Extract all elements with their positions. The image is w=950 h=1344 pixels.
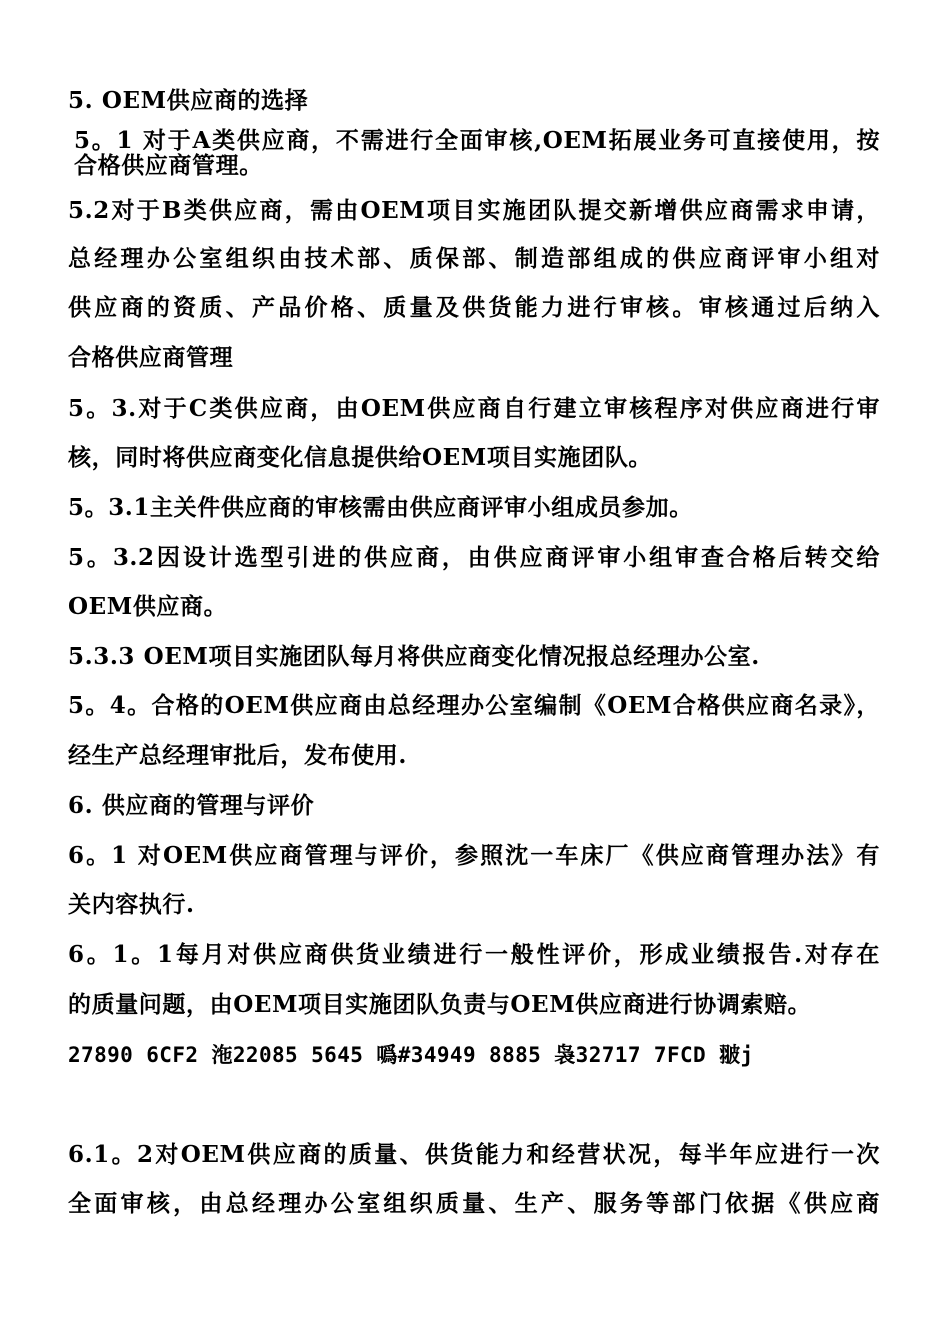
paragraph-line: 全面审核，由总经理办公室组织质量、生产、服务等部门依据《供应商 — [68, 1190, 880, 1217]
section-6-heading: 6. 供应商的管理与评价 — [68, 792, 315, 819]
paragraph-line: 6。1。1每月对供应商供货业绩进行一般性评价，形成业绩报告.对存在 — [68, 941, 880, 968]
paragraph-line: 供应商的资质、产品价格、质量及供货能力进行审核。审核通过后纳入 — [68, 294, 880, 321]
paragraph-line: 关内容执行. — [68, 891, 195, 918]
paragraph-line: 经生产总经理审批后，发布使用. — [68, 742, 408, 769]
paragraph-line: 5.3.3 OEM项目实施团队每月将供应商变化情况报总经理办公室. — [68, 643, 760, 670]
paragraph-line: 5。3.1主关件供应商的审核需由供应商评审小组成员参加。 — [68, 494, 693, 521]
paragraph-line: 5.2对于B类供应商，需由OEM项目实施团队提交新增供应商需求申请， — [68, 197, 880, 224]
paragraph-line: OEM供应商。 — [68, 593, 228, 620]
paragraph-line: 的质量问题，由OEM项目实施团队负责与OEM供应商进行协调索赔。 — [68, 991, 812, 1018]
paragraph-line: 6。1 对OEM供应商管理与评价，参照沈一车床厂《供应商管理办法》有 — [68, 842, 880, 869]
paragraph-line: 5。4。合格的OEM供应商由总经理办公室编制《OEM合格供应商名录》， — [68, 692, 880, 719]
garbled-code-line: 27890 6CF2 沲22085 5645 噅#34949 8885 袅32717 7FCD 翍j — [68, 1043, 754, 1067]
paragraph-line: 5。3.对于C类供应商，由OEM供应商自行建立审核程序对供应商进行审 — [68, 395, 880, 422]
paragraph-line: 6.1。2对OEM供应商的质量、供货能力和经营状况，每半年应进行一次 — [68, 1141, 880, 1168]
paragraph-line: 合格供应商管理 — [68, 344, 234, 371]
paragraph-line: 合格供应商管理。 — [74, 152, 263, 179]
paragraph-line: 5。1 对于A类供应商，不需进行全面审核,OEM拓展业务可直接使用，按 — [74, 127, 880, 154]
paragraph-line: 总经理办公室组织由技术部、质保部、制造部组成的供应商评审小组对 — [68, 245, 880, 272]
paragraph-line: 核，同时将供应商变化信息提供给OEM项目实施团队。 — [68, 444, 653, 471]
section-5-heading: 5. OEM供应商的选择 — [68, 87, 309, 114]
paragraph-line: 5。3.2因设计选型引进的供应商，由供应商评审小组审查合格后转交给 — [68, 544, 880, 571]
